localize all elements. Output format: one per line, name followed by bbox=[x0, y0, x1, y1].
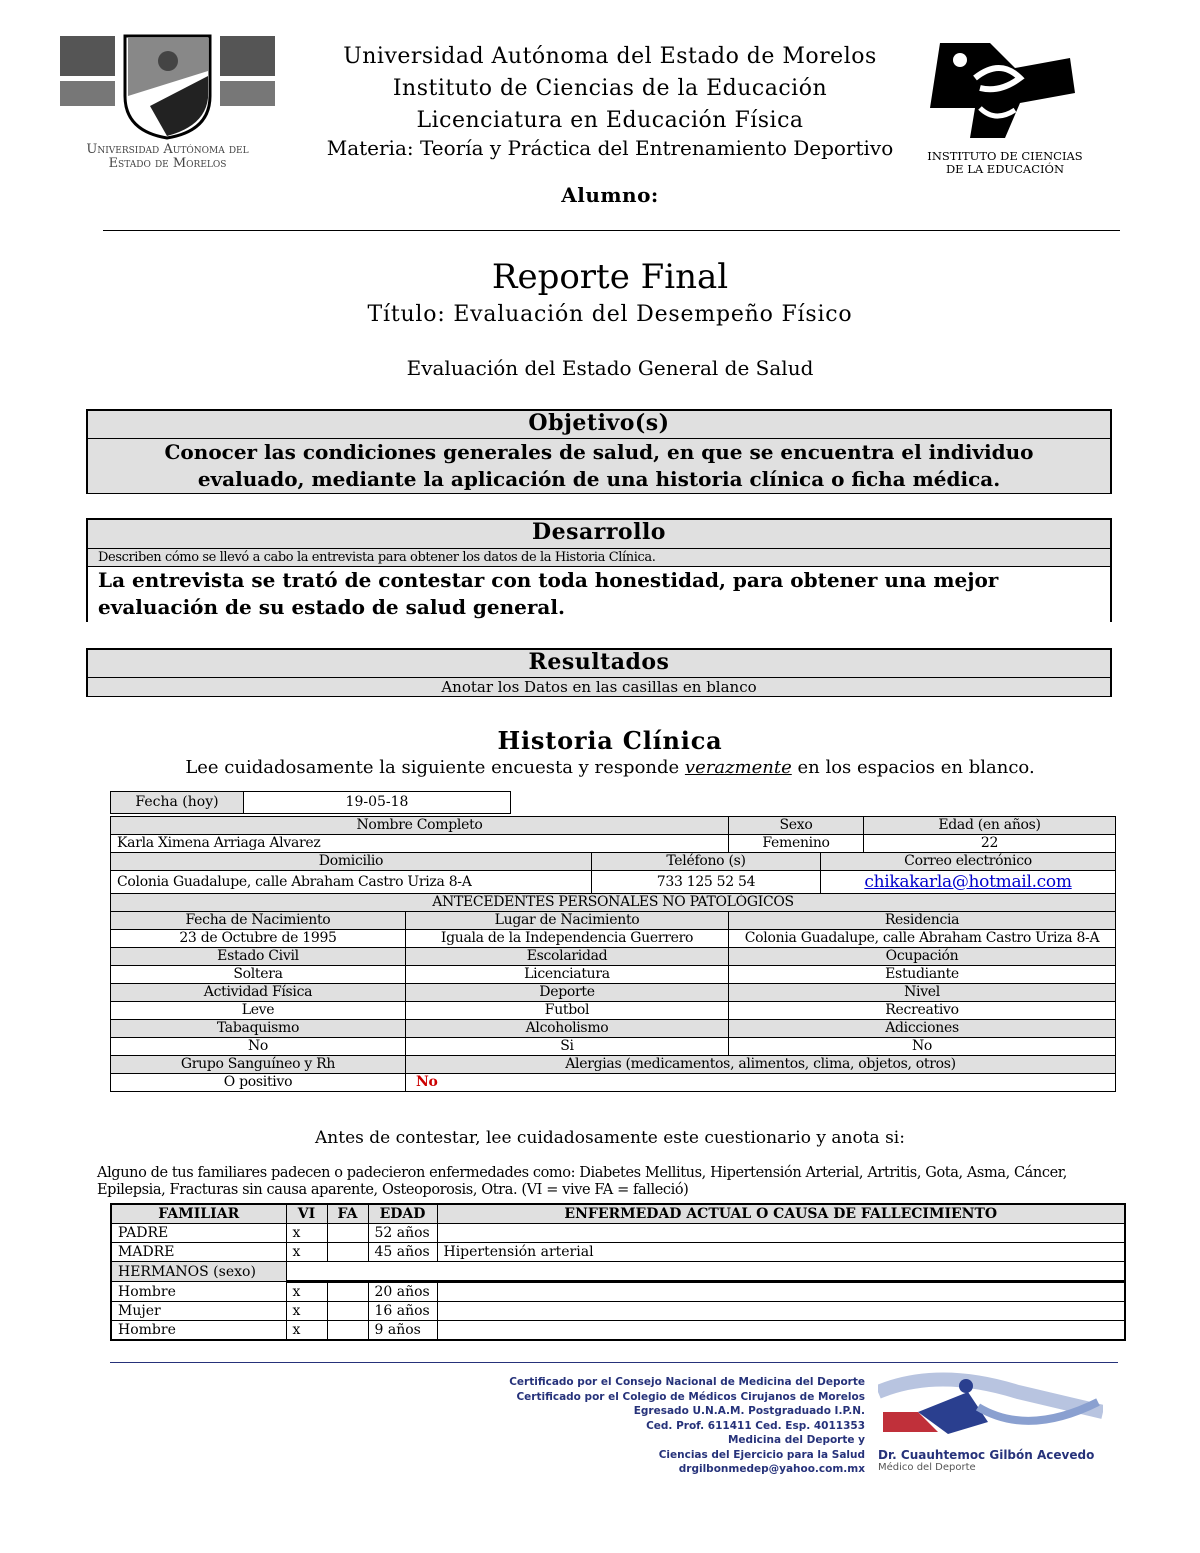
sport-medicine-icon bbox=[878, 1372, 1103, 1444]
desarrollo-heading: Desarrollo bbox=[88, 520, 1110, 549]
adicciones-label: Adicciones bbox=[729, 1020, 1116, 1038]
footer-line: Ciencias del Ejercicio para la Salud bbox=[658, 1448, 865, 1461]
familiares-question-2: Epilepsia, Fracturas sin causa aparente, Osteoporosis, Otra. (VI = vive FA = falleció) bbox=[97, 1182, 689, 1198]
fam-cell[interactable] bbox=[327, 1321, 368, 1341]
sangre-label: Grupo Sanguíneo y Rh bbox=[111, 1056, 406, 1074]
objetivo-box bbox=[86, 409, 1112, 494]
adicciones-value[interactable]: No bbox=[729, 1038, 1116, 1056]
degree-name: Licenciatura en Educación Física bbox=[416, 108, 804, 133]
familiares-question bbox=[97, 1165, 1117, 1199]
uaem-caption-1: Universidad Autónoma del bbox=[86, 142, 249, 157]
fam-cell[interactable]: x bbox=[286, 1302, 327, 1321]
doctor-logo bbox=[878, 1372, 1108, 1477]
alcoholismo-value[interactable]: Si bbox=[406, 1038, 729, 1056]
desarrollo-box bbox=[86, 518, 1112, 622]
historia-intro-after: en los espacios en blanco. bbox=[791, 757, 1035, 778]
historia-intro-emph: verazmente bbox=[684, 757, 792, 778]
table-row bbox=[111, 1224, 1125, 1243]
desarrollo-text: La entrevista se trató de contestar con toda honestidad, para obtener una mejor evaluación de su estado de salud general. bbox=[88, 567, 1110, 622]
ice-caption-2: DE LA EDUCACIÓN bbox=[945, 162, 1065, 176]
fam-cell[interactable] bbox=[437, 1282, 1125, 1302]
tabaquismo-label: Tabaquismo bbox=[111, 1020, 406, 1038]
antecedentes-label: ANTECEDENTES PERSONALES NO PATOLÓGICOS bbox=[111, 894, 1116, 912]
historia-intro bbox=[0, 757, 1200, 778]
footer-line: Medicina del Deporte y bbox=[727, 1434, 865, 1446]
familiares-intro: Antes de contestar, lee cuidadosamente este cuestionario y anota si: bbox=[315, 1128, 905, 1148]
fam-header-vi: VI bbox=[286, 1204, 327, 1224]
fecha-table bbox=[110, 791, 511, 814]
fecha-value[interactable]: 19-05-18 bbox=[244, 792, 511, 814]
fam-cell[interactable] bbox=[327, 1224, 368, 1243]
historia-table bbox=[110, 816, 1116, 1092]
uaem-caption-2: Estado de Morelos bbox=[108, 156, 227, 171]
desarrollo-instruction: Describen cómo se llevó a cabo la entrevista para obtener los datos de la Historia Clínica. bbox=[88, 549, 1110, 567]
table-row bbox=[111, 1302, 1125, 1321]
fam-cell[interactable]: 45 años bbox=[368, 1243, 437, 1262]
historia-heading: Historia Clínica bbox=[497, 726, 723, 755]
fam-cell[interactable]: 16 años bbox=[368, 1302, 437, 1321]
fam-cell[interactable]: 9 años bbox=[368, 1321, 437, 1341]
subject-name: Materia: Teoría y Práctica del Entrenamiento Deportivo bbox=[326, 136, 894, 160]
nacimiento-label: Fecha de Nacimiento bbox=[111, 912, 406, 930]
fam-cell: Hombre bbox=[111, 1321, 286, 1341]
ocupacion-label: Ocupación bbox=[729, 948, 1116, 966]
header-divider bbox=[103, 230, 1120, 231]
fam-cell: PADRE bbox=[111, 1224, 286, 1243]
section-title: Evaluación del Estado General de Salud bbox=[406, 356, 814, 380]
institute-name: Instituto de Ciencias de la Educación bbox=[392, 76, 828, 101]
fecha-label: Fecha (hoy) bbox=[111, 792, 244, 814]
sexo-label: Sexo bbox=[729, 817, 864, 835]
resultados-instruction: Anotar los Datos en las casillas en blanco bbox=[88, 678, 1110, 696]
uaem-shield-icon bbox=[50, 26, 285, 141]
report-title: Reporte Final bbox=[491, 257, 729, 297]
table-row bbox=[111, 1321, 1125, 1341]
footer-credentials bbox=[480, 1375, 865, 1477]
lugar-label: Lugar de Nacimiento bbox=[406, 912, 729, 930]
tabaquismo-value[interactable]: No bbox=[111, 1038, 406, 1056]
fam-cell[interactable]: x bbox=[286, 1243, 327, 1262]
objetivo-text: Conocer las condiciones generales de salud, en que se encuentra el individuo evaluado, mediante la aplicación de una historia clínica o ficha médica. bbox=[88, 439, 1110, 493]
fam-cell[interactable]: 52 años bbox=[368, 1224, 437, 1243]
fam-hermanos-label: HERMANOS (sexo) bbox=[111, 1262, 286, 1282]
fam-cell: Hombre bbox=[111, 1282, 286, 1302]
table-row bbox=[111, 1262, 1125, 1282]
familiares-table bbox=[110, 1203, 1126, 1341]
domicilio-value[interactable]: Colonia Guadalupe, calle Abraham Castro Uriza 8-A bbox=[111, 871, 592, 894]
fam-header-familiar: FAMILIAR bbox=[111, 1204, 286, 1224]
fam-header-enfermedad: ENFERMEDAD ACTUAL O CAUSA DE FALLECIMIENTO bbox=[437, 1204, 1125, 1224]
footer-line: Certificado por el Consejo Nacional de Medicina del Deporte bbox=[509, 1376, 865, 1388]
resultados-box bbox=[86, 648, 1112, 697]
edad-label: Edad (en años) bbox=[864, 817, 1116, 835]
sexo-value[interactable]: Femenino bbox=[729, 835, 864, 853]
fam-cell: MADRE bbox=[111, 1243, 286, 1262]
footer-line: Egresado U.N.A.M. Postgraduado I.P.N. bbox=[633, 1405, 865, 1417]
fam-cell[interactable] bbox=[327, 1282, 368, 1302]
table-row bbox=[111, 1243, 1125, 1262]
nombre-label: Nombre Completo bbox=[111, 817, 729, 835]
nivel-value[interactable]: Recreativo bbox=[729, 1002, 1116, 1020]
civil-value[interactable]: Soltera bbox=[111, 966, 406, 984]
deporte-label: Deporte bbox=[406, 984, 729, 1002]
table-row bbox=[111, 1282, 1125, 1302]
fam-cell[interactable]: x bbox=[286, 1321, 327, 1341]
escolaridad-value[interactable]: Licenciatura bbox=[406, 966, 729, 984]
fam-header-edad: EDAD bbox=[368, 1204, 437, 1224]
footer-line: Ced. Prof. 611411 Ced. Esp. 4011353 bbox=[646, 1419, 865, 1432]
footer-line: drgilbonmedep@yahoo.com.mx bbox=[678, 1463, 865, 1475]
nacimiento-value[interactable]: 23 de Octubre de 1995 bbox=[111, 930, 406, 948]
residencia-value[interactable]: Colonia Guadalupe, calle Abraham Castro Uriza 8-A bbox=[729, 930, 1116, 948]
ice-logo bbox=[920, 38, 1100, 178]
deporte-value[interactable]: Futbol bbox=[406, 1002, 729, 1020]
fam-cell[interactable] bbox=[437, 1224, 1125, 1243]
familiares-question-1: Alguno de tus familiares padecen o padecieron enfermedades como: Diabetes Mellitus, Hipertensión Arterial, Artritis, Gota, Asma, Cáncer, bbox=[97, 1165, 1067, 1181]
fam-cell[interactable]: 20 años bbox=[368, 1282, 437, 1302]
fam-cell[interactable] bbox=[437, 1321, 1125, 1341]
resultados-heading: Resultados bbox=[88, 650, 1110, 678]
fam-cell[interactable] bbox=[437, 1302, 1125, 1321]
actividad-value[interactable]: Leve bbox=[111, 1002, 406, 1020]
sangre-value[interactable]: O positivo bbox=[111, 1074, 406, 1092]
civil-label: Estado Civil bbox=[111, 948, 406, 966]
ocupacion-value[interactable]: Estudiante bbox=[729, 966, 1116, 984]
fam-cell[interactable]: x bbox=[286, 1224, 327, 1243]
actividad-label: Actividad Física bbox=[111, 984, 406, 1002]
hands-icon bbox=[920, 38, 1080, 138]
alergias-value[interactable]: No bbox=[406, 1074, 1116, 1092]
historia-intro-before: Lee cuidadosamente la siguiente encuesta y responde bbox=[185, 757, 685, 778]
domicilio-label: Domicilio bbox=[111, 853, 592, 871]
student-label: Alumno: bbox=[561, 183, 659, 207]
fam-cell[interactable]: x bbox=[286, 1282, 327, 1302]
fam-cell[interactable] bbox=[327, 1243, 368, 1262]
footer-divider bbox=[110, 1362, 1118, 1363]
objetivo-heading: Objetivo(s) bbox=[88, 411, 1110, 439]
edad-value[interactable]: 22 bbox=[864, 835, 1116, 853]
uaem-logo bbox=[50, 26, 285, 176]
report-subtitle: Título: Evaluación del Desempeño Físico bbox=[367, 302, 853, 327]
university-name: Universidad Autónoma del Estado de Morelos bbox=[343, 44, 877, 69]
telefono-value[interactable]: 733 125 52 54 bbox=[592, 871, 821, 894]
fam-cell[interactable] bbox=[327, 1302, 368, 1321]
escolaridad-label: Escolaridad bbox=[406, 948, 729, 966]
telefono-label: Teléfono (s) bbox=[592, 853, 821, 871]
alcoholismo-label: Alcoholismo bbox=[406, 1020, 729, 1038]
doctor-title: Médico del Deporte bbox=[878, 1462, 976, 1473]
correo-label: Correo electrónico bbox=[821, 853, 1116, 871]
alergias-label: Alergias (medicamentos, alimentos, clima, objetos, otros) bbox=[406, 1056, 1116, 1074]
fam-header-fa: FA bbox=[327, 1204, 368, 1224]
fam-cell: Mujer bbox=[111, 1302, 286, 1321]
nivel-label: Nivel bbox=[729, 984, 1116, 1002]
fam-cell bbox=[286, 1262, 1125, 1282]
ice-caption-1: INSTITUTO DE CIENCIAS bbox=[927, 149, 1083, 163]
correo-value[interactable]: chikakarla@hotmail.com bbox=[821, 871, 1116, 894]
footer-line: Certificado por el Colegio de Médicos Cirujanos de Morelos bbox=[516, 1390, 865, 1403]
fam-cell[interactable]: Hipertensión arterial bbox=[437, 1243, 1125, 1262]
doctor-name: Dr. Cuauhtemoc Gilbón Acevedo bbox=[878, 1448, 1095, 1462]
residencia-label: Residencia bbox=[729, 912, 1116, 930]
nombre-value[interactable]: Karla Ximena Arriaga Alvarez bbox=[111, 835, 729, 853]
lugar-value[interactable]: Iguala de la Independencia Guerrero bbox=[406, 930, 729, 948]
